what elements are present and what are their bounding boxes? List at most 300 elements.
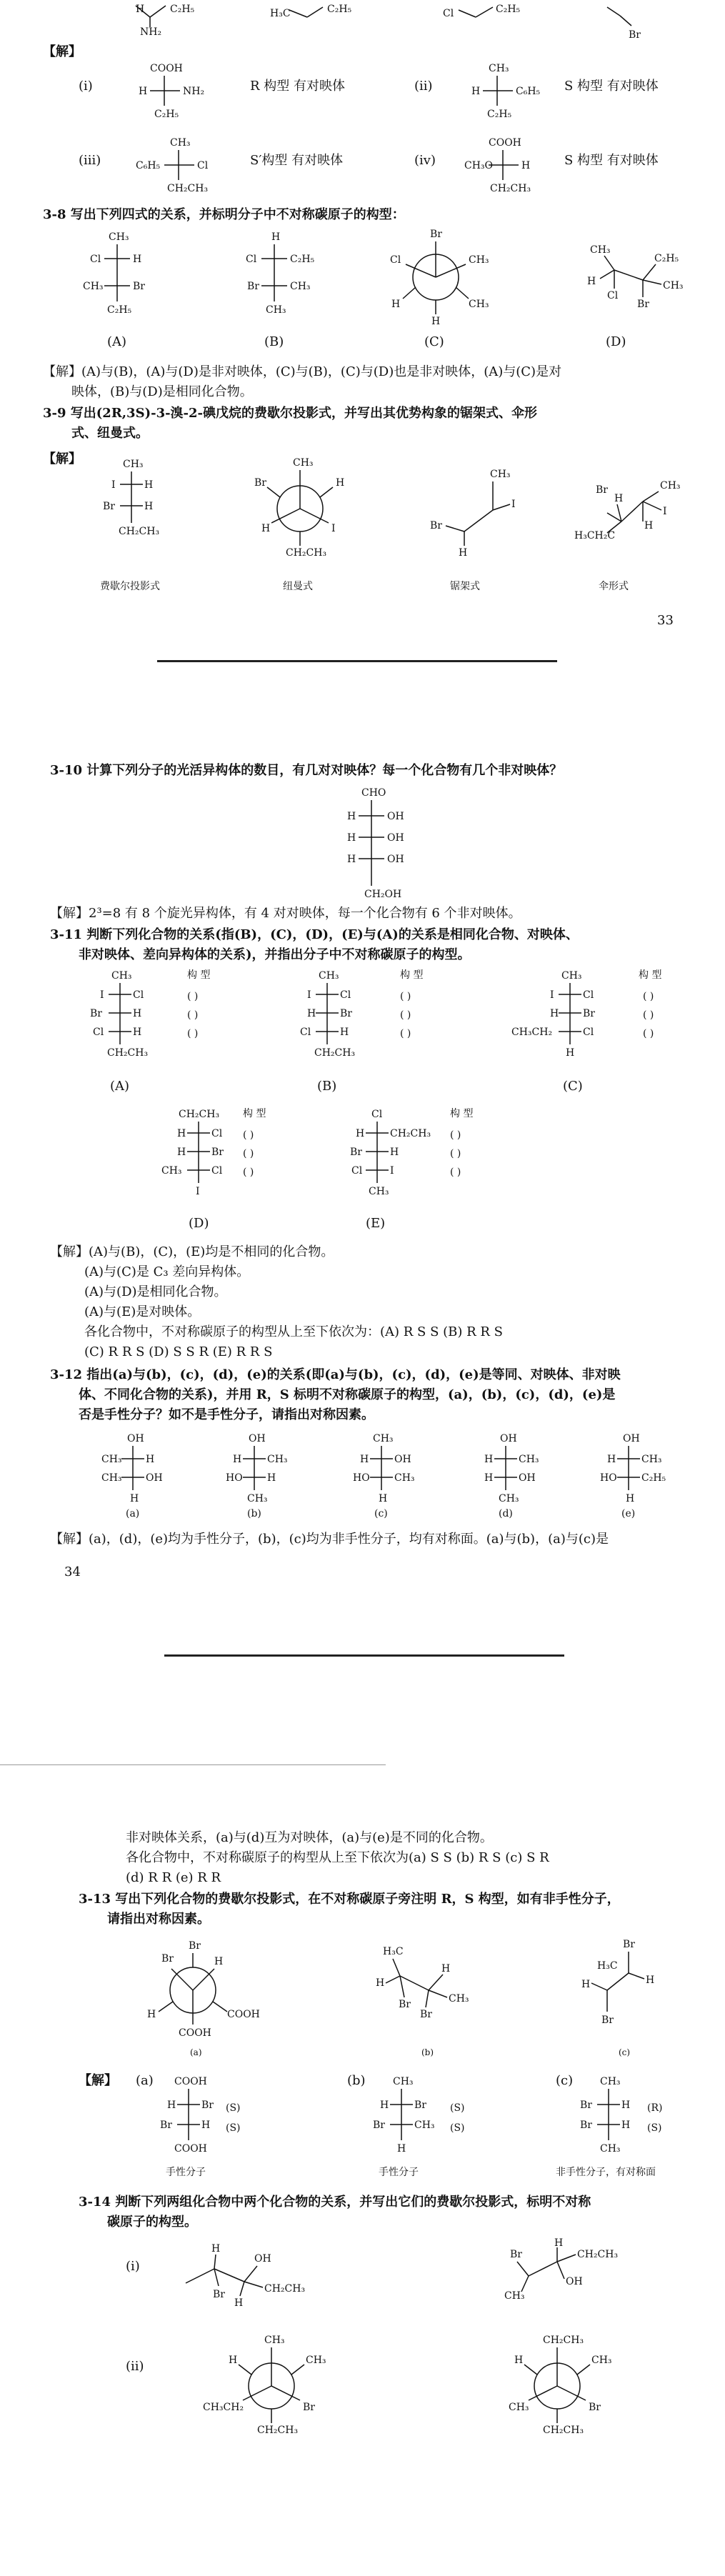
svg-text:H: H [147, 2009, 156, 2020]
q311-c-paren-1: ( ) [643, 991, 654, 1002]
svg-text:CH₃: CH₃ [247, 1493, 268, 1504]
q311-a-paren-1: ( ) [187, 991, 199, 1002]
svg-text:H: H [360, 1454, 369, 1465]
svg-text:I: I [390, 1165, 394, 1177]
q312-answer: 【解】(a)，(d)，(e)均为手性分子，(b)，(c)均为非手性分子，均有对称面。(a)与(b)，(a)与(c)是 [50, 1532, 609, 1547]
svg-text:H: H [376, 1977, 385, 1989]
q311-label-d: (D) [189, 1216, 209, 1231]
svg-text:CH₃: CH₃ [123, 459, 144, 470]
svg-text:CH₂CH₃: CH₂CH₃ [543, 2425, 584, 2436]
svg-text:CH₃: CH₃ [499, 1493, 519, 1504]
q39-caption-newman: 纽曼式 [283, 581, 313, 592]
svg-text:H: H [340, 1027, 349, 1038]
svg-text:H: H [550, 1008, 559, 1019]
svg-text:CH₃: CH₃ [663, 280, 684, 291]
q311-label-b: (B) [317, 1079, 337, 1094]
svg-text:H: H [229, 2355, 238, 2366]
q313-label-a: (a) [190, 2047, 202, 2057]
svg-text:H: H [484, 1472, 494, 1484]
q311-answer-6: (C) R R S (D) S S R (E) R R S [84, 1344, 273, 1359]
svg-text:H: H [626, 1493, 635, 1504]
q311-a-paren-3: ( ) [187, 1028, 199, 1039]
svg-text:H: H [214, 1956, 224, 1967]
svg-text:Br: Br [247, 281, 259, 292]
item-iv-result: S 构型 有对映体 [564, 153, 659, 168]
svg-text:H: H [177, 1128, 186, 1139]
q312-label-a: (a) [126, 1508, 140, 1519]
svg-text:COOH: COOH [174, 2143, 207, 2155]
q38-answer-line1: 【解】(A)与(B)，(A)与(D)是非对映体，(C)与(B)，(C)与(D)也是非对映体，(A)与(C)是对 [43, 364, 562, 379]
svg-text:H: H [514, 2355, 524, 2366]
q312-cont-1: 非对映体关系，(a)与(d)互为对映体，(a)与(e)是不同的化合物。 [126, 1830, 493, 1845]
fischer-iii [107, 134, 236, 199]
q311-d-paren-3: ( ) [243, 1167, 254, 1178]
svg-text:Cl: Cl [583, 989, 594, 1001]
question-3-11-line2: 非对映体、差向异构体的关系)，并指出分子中不对称碳原子的构型。 [79, 947, 471, 962]
svg-text:Cl: Cl [371, 1109, 383, 1120]
top-label-cl: Cl [443, 8, 454, 19]
q310-answer: 【解】2³=8 有 8 个旋光异构体，有 4 对对映体，每一个化合物有 6 个非对映体。 [50, 906, 521, 921]
q311-answer-4: (A)与(E)是对映体。 [84, 1304, 201, 1319]
svg-text:Br: Br [201, 2100, 214, 2111]
q313-caption-b: 手性分子 [379, 2167, 419, 2178]
svg-text:CH₃O: CH₃O [464, 160, 494, 171]
question-3-10: 3-10 计算下列分子的光活异构体的数目，有几对对映体？每一个化合物有几个非对映体？ [50, 763, 563, 778]
svg-text:Br: Br [399, 1999, 411, 2010]
svg-text:H: H [133, 1027, 142, 1038]
svg-text:H: H [431, 316, 441, 327]
svg-text:Br: Br [213, 2289, 225, 2300]
fischer-oh2: OH [387, 832, 404, 844]
svg-text:H: H [167, 2100, 176, 2111]
q314-ii-structures [157, 2336, 700, 2443]
q313-c-config-1: (R) [647, 2102, 663, 2114]
svg-text:CH₃: CH₃ [266, 304, 286, 316]
svg-text:Br: Br [430, 520, 442, 531]
svg-text:Br: Br [420, 2009, 432, 2020]
svg-text:COOH: COOH [174, 2076, 207, 2087]
svg-text:CH₃: CH₃ [504, 2290, 525, 2302]
q313-a-config-1: (S) [226, 2102, 241, 2114]
q311-answer-1: 【解】(A)与(B)，(C)，(E)均是不相同的化合物。 [50, 1244, 334, 1259]
svg-text:H: H [144, 479, 154, 491]
q311-config-header-b: 构 型 [400, 969, 424, 981]
svg-text:CH₃: CH₃ [469, 299, 489, 310]
q313-answer-label: 【解】 [79, 2073, 117, 2088]
svg-text:CH₃: CH₃ [170, 137, 191, 149]
svg-text:Cl: Cl [340, 989, 351, 1001]
svg-text:H: H [391, 299, 401, 310]
q311-row2 [143, 1107, 643, 1214]
svg-text:Br: Br [583, 1008, 595, 1019]
svg-text:CH₃: CH₃ [641, 1454, 662, 1465]
svg-text:CH₃: CH₃ [111, 970, 132, 982]
q314-item-i: (i) [126, 2259, 140, 2274]
page-3 [0, 1786, 725, 2576]
question-3-8: 3-8 写出下列四式的关系，并标明分子中不对称碳原子的构型： [43, 207, 405, 222]
svg-text:CH₃: CH₃ [373, 1433, 394, 1444]
q39-caption-sawhorse: 锯架式 [450, 581, 480, 592]
svg-text:H: H [130, 1493, 139, 1504]
svg-text:Br: Br [211, 1147, 224, 1158]
svg-text:CH₃: CH₃ [83, 281, 104, 292]
svg-text:CH₂CH₃: CH₂CH₃ [577, 2249, 619, 2260]
svg-text:H: H [201, 2120, 211, 2131]
svg-text:CH₃: CH₃ [306, 2355, 326, 2366]
svg-text:Cl: Cl [583, 1027, 594, 1038]
svg-text:Cl: Cl [211, 1165, 223, 1177]
q314-i-structures [157, 2237, 700, 2319]
svg-text:H: H [521, 160, 531, 171]
q312-label-c: (c) [374, 1508, 388, 1519]
q312-label-e: (e) [621, 1508, 636, 1519]
q311-label-a: (A) [110, 1079, 130, 1094]
svg-text:C₂H₅: C₂H₅ [641, 1472, 666, 1484]
svg-text:OH: OH [566, 2276, 583, 2287]
svg-text:H₃CH₂C: H₃CH₂C [574, 530, 616, 541]
top-label-c2h5-c: C₂H₅ [496, 4, 521, 15]
top-label-c2h5-a: C₂H₅ [170, 4, 195, 15]
svg-text:Br: Br [601, 2015, 614, 2026]
svg-text:CH₃: CH₃ [293, 457, 314, 469]
q311-answer-5: 各化合物中，不对称碳原子的构型从上至下依次为：(A) R S S (B) R R S [84, 1324, 504, 1339]
page-divider-2 [164, 1654, 564, 1657]
fischer-cho: CHO [361, 787, 386, 799]
svg-text:C₂H₅: C₂H₅ [654, 253, 679, 264]
svg-text:OH: OH [146, 1472, 163, 1484]
svg-text:Cl: Cl [351, 1165, 363, 1177]
fischer-ii [443, 60, 557, 124]
item-iv-label: (iv) [414, 153, 436, 168]
svg-text:Br: Br [350, 1147, 362, 1158]
q313-answer-a-label: (a) [136, 2073, 154, 2088]
svg-text:H₃C: H₃C [597, 1960, 618, 1972]
page-1 [0, 0, 725, 672]
svg-text:CH₃CH₂: CH₃CH₂ [511, 1027, 553, 1038]
svg-text:H: H [614, 493, 624, 504]
q313-structures [107, 1933, 721, 2055]
page-number-33: 33 [657, 613, 674, 628]
question-3-12-line1: 3-12 指出(a)与(b)，(c)，(d)，(e)的关系(即(a)与(b)，(c)，(d)，(e)是等同、对映体、非对映 [50, 1367, 621, 1382]
fischer-oh1: OH [387, 811, 404, 822]
item-ii-label: (ii) [414, 79, 433, 94]
page-3-top-rule [0, 1764, 386, 1765]
svg-text:CH₃: CH₃ [509, 2402, 529, 2413]
svg-text:CH₃: CH₃ [290, 281, 311, 292]
question-3-9-line1: 3-9 写出(2R,3S)-3-溴-2-碘戊烷的费歇尔投影式，并写出其优势构象的锯架式、伞形 [43, 406, 538, 421]
top-label-h3c: H₃C [270, 8, 291, 19]
q313-answer-fischers [107, 2075, 721, 2175]
q311-b-paren-1: ( ) [400, 991, 411, 1002]
svg-text:CH₃: CH₃ [161, 1165, 182, 1177]
svg-text:CH₃: CH₃ [101, 1472, 122, 1484]
q39-answer-label: 【解】 [43, 451, 81, 466]
q311-e-paren-2: ( ) [450, 1148, 461, 1159]
svg-text:Br: Br [596, 484, 608, 496]
q39-structures [64, 457, 693, 571]
svg-text:H: H [646, 1975, 655, 1986]
item-iii-result: S′构型 有对映体 [250, 153, 344, 168]
svg-text:Br: Br [189, 1940, 201, 1952]
svg-text:COOH: COOH [150, 63, 183, 74]
question-3-14-line2: 碳原子的构型。 [107, 2215, 197, 2230]
q310-fischer [314, 786, 457, 914]
svg-text:CH₃: CH₃ [561, 970, 582, 982]
q313-label-b: (b) [421, 2047, 434, 2057]
q38-label-b: (B) [264, 334, 284, 349]
svg-text:CH₃: CH₃ [109, 231, 129, 243]
svg-text:Cl: Cl [246, 254, 257, 265]
svg-text:COOH: COOH [227, 2009, 260, 2020]
svg-text:CH₂CH₃: CH₂CH₃ [286, 547, 327, 559]
svg-text:C₂H₅: C₂H₅ [487, 109, 512, 120]
q313-a-config-2: (S) [226, 2122, 241, 2134]
top-label-h: H [136, 4, 145, 15]
q312-cont-2: 各化合物中，不对称碳原子的构型从上至下依次为(a) S S (b) R S (c) S R [126, 1850, 549, 1865]
svg-text:Br: Br [160, 2120, 172, 2131]
svg-text:Cl: Cl [211, 1128, 223, 1139]
svg-text:I: I [331, 523, 336, 534]
q313-answer-c-label: (c) [556, 2073, 574, 2088]
q311-e-paren-3: ( ) [450, 1167, 461, 1178]
q311-c-paren-2: ( ) [643, 1009, 654, 1021]
svg-text:Cl: Cl [93, 1027, 104, 1038]
svg-text:Cl: Cl [197, 160, 209, 171]
svg-text:H: H [441, 1963, 451, 1975]
svg-text:CH₃: CH₃ [449, 1993, 469, 2005]
svg-text:CH₂CH₃: CH₂CH₃ [314, 1047, 356, 1059]
svg-text:CH₂CH₃: CH₂CH₃ [179, 1109, 220, 1120]
item-iii-label: (iii) [79, 153, 101, 168]
q38-structures [50, 227, 707, 341]
svg-text:Br: Br [580, 2100, 592, 2111]
svg-text:CH₃: CH₃ [393, 2076, 414, 2087]
svg-text:OH: OH [127, 1433, 144, 1444]
svg-text:C₆H₅: C₆H₅ [136, 160, 161, 171]
q313-c-config-2: (S) [647, 2122, 662, 2134]
svg-text:H₃C: H₃C [383, 1946, 404, 1957]
svg-text:H: H [397, 2143, 406, 2155]
question-3-12-line3: 否是手性分子？如不是手性分子，请指出对称因素。 [79, 1407, 374, 1422]
svg-text:Br: Br [589, 2402, 601, 2413]
svg-text:Br: Br [340, 1008, 352, 1019]
q314-item-ii: (ii) [126, 2359, 144, 2374]
q311-a-paren-2: ( ) [187, 1009, 199, 1021]
svg-text:C₆H₅: C₆H₅ [516, 86, 541, 97]
fischer-ch2oh: CH₂OH [364, 889, 402, 900]
svg-text:H: H [390, 1147, 399, 1158]
question-3-9-line2: 式、纽曼式。 [71, 426, 149, 441]
svg-text:H: H [459, 547, 468, 559]
item-i-label: (i) [79, 79, 93, 94]
q311-config-header-d: 构 型 [243, 1108, 266, 1119]
q311-config-header-c: 构 型 [639, 969, 662, 981]
svg-text:H: H [177, 1147, 186, 1158]
svg-text:H: H [484, 1454, 494, 1465]
svg-text:CH₃: CH₃ [660, 480, 681, 491]
q39-caption-wedge: 伞形式 [599, 581, 629, 592]
q313-b-config-1: (S) [450, 2102, 465, 2114]
svg-text:H: H [133, 1008, 142, 1019]
top-label-br: Br [629, 29, 641, 41]
svg-text:H: H [139, 86, 148, 97]
svg-text:OH: OH [500, 1433, 517, 1444]
svg-text:I: I [307, 989, 311, 1001]
question-3-11-line1: 3-11 判断下列化合物的关系(指(B)，(C)，(D)，(E)与(A)的关系是相同化合物、对映体、 [50, 927, 579, 942]
q311-d-paren-2: ( ) [243, 1148, 254, 1159]
question-3-12-line2: 体、不同化合物的关系)，并用 R，S 标明不对称碳原子的构型，(a)，(b)，(c)，(d)，(e)是 [79, 1387, 616, 1402]
svg-text:CH₃: CH₃ [414, 2120, 435, 2131]
svg-text:H: H [566, 1047, 575, 1059]
q313-caption-a: 手性分子 [166, 2167, 206, 2178]
q311-answer-3: (A)与(D)是相同化合物。 [84, 1284, 227, 1299]
svg-text:CH₂CH₃: CH₂CH₃ [264, 2283, 306, 2295]
svg-text:H: H [307, 1008, 316, 1019]
q313-label-c: (c) [619, 2047, 631, 2057]
svg-text:CH₃: CH₃ [489, 63, 509, 74]
svg-text:Br: Br [133, 281, 145, 292]
top-structures [0, 0, 725, 43]
top-label-c2h5-b: C₂H₅ [327, 4, 352, 15]
svg-text:I: I [511, 499, 516, 510]
svg-text:OH: OH [254, 2253, 271, 2265]
svg-text:C₂H₅: C₂H₅ [107, 304, 132, 316]
svg-text:CH₃: CH₃ [394, 1472, 415, 1484]
fischer-h2: H [347, 832, 356, 844]
svg-text:Br: Br [580, 2120, 592, 2131]
svg-text:H: H [267, 1472, 276, 1484]
svg-text:Br: Br [430, 229, 442, 240]
svg-text:Br: Br [510, 2249, 522, 2260]
fischer-i [107, 60, 221, 124]
svg-text:H: H [144, 501, 154, 512]
q311-b-paren-2: ( ) [400, 1009, 411, 1021]
svg-text:CH₂CH₃: CH₂CH₃ [107, 1047, 149, 1059]
q311-b-paren-3: ( ) [400, 1028, 411, 1039]
svg-text:Br: Br [637, 299, 649, 310]
svg-text:Br: Br [161, 1953, 174, 1965]
page-divider-1 [157, 660, 557, 662]
svg-text:Br: Br [414, 2100, 426, 2111]
q313-b-config-2: (S) [450, 2122, 465, 2134]
page-2 [0, 757, 725, 1743]
svg-text:CH₃: CH₃ [519, 1454, 539, 1465]
svg-text:Br: Br [90, 1008, 102, 1019]
svg-text:NH₂: NH₂ [183, 86, 205, 97]
svg-text:H: H [233, 1454, 242, 1465]
q38-label-d: (D) [606, 334, 626, 349]
fischer-h3: H [347, 854, 356, 865]
svg-text:Br: Br [623, 1939, 635, 1950]
q311-label-c: (C) [563, 1079, 583, 1094]
q312-label-b: (b) [247, 1508, 261, 1519]
svg-text:Cl: Cl [90, 254, 101, 265]
top-label-nh2: NH₂ [140, 26, 162, 38]
svg-text:C₂H₅: C₂H₅ [290, 254, 315, 265]
svg-text:H: H [621, 2100, 631, 2111]
svg-text:Cl: Cl [390, 254, 401, 266]
q313-caption-c: 非手性分子，有对称面 [556, 2167, 656, 2178]
fischer-h1: H [347, 811, 356, 822]
q311-label-e: (E) [366, 1216, 386, 1231]
svg-text:COOH: COOH [489, 137, 521, 149]
svg-text:I: I [100, 989, 104, 1001]
svg-text:H: H [146, 1454, 155, 1465]
q311-config-header-e: 构 型 [450, 1108, 474, 1119]
question-3-13-line2: 请指出对称因素。 [107, 1912, 210, 1927]
svg-text:CH₂CH₃: CH₂CH₃ [119, 526, 160, 537]
svg-text:OH: OH [519, 1472, 536, 1484]
q39-caption-fischer: 费歇尔投影式 [100, 581, 160, 592]
svg-text:I: I [550, 989, 554, 1001]
svg-text:CH₂CH₃: CH₂CH₃ [543, 2335, 584, 2346]
svg-text:CH₃: CH₃ [319, 970, 339, 982]
question-3-14-line1: 3-14 判断下列两组化合物中两个化合物的关系，并写出它们的费歇尔投影式，标明不对称 [79, 2195, 591, 2210]
svg-text:CH₃: CH₃ [267, 1454, 288, 1465]
svg-text:H: H [607, 1454, 616, 1465]
svg-text:CH₃: CH₃ [591, 2355, 612, 2366]
svg-text:CH₂CH₃: CH₂CH₃ [167, 183, 209, 194]
svg-text:Br: Br [254, 477, 266, 489]
svg-text:Br: Br [103, 501, 115, 512]
svg-text:CH₃: CH₃ [369, 1186, 389, 1197]
svg-text:H: H [133, 254, 142, 265]
svg-text:I: I [196, 1186, 200, 1197]
svg-text:I: I [663, 506, 667, 517]
q38-label-c: (C) [424, 334, 444, 349]
svg-text:CH₃: CH₃ [101, 1454, 122, 1465]
item-i-result: R 构型 有对映体 [250, 79, 345, 94]
svg-text:CH₃: CH₃ [600, 2076, 621, 2087]
svg-text:H: H [261, 523, 271, 534]
q311-row1 [64, 969, 721, 1076]
q313-answer-b-label: (b) [347, 2073, 366, 2088]
question-3-13-line1: 3-13 写出下列化合物的费歇尔投影式，在不对称碳原子旁注明 R，S 构型，如有非手性分子， [79, 1892, 620, 1907]
svg-text:CH₂CH₃: CH₂CH₃ [490, 183, 531, 194]
svg-text:HO: HO [226, 1472, 243, 1484]
q311-answer-2: (A)与(C)是 C₃ 差向异构体。 [84, 1264, 250, 1279]
q38-answer-line2: 映体，(B)与(D)是相同化合物。 [71, 384, 253, 399]
svg-text:CH₃CH₂: CH₃CH₂ [203, 2402, 244, 2413]
item-ii-result: S 构型 有对映体 [564, 79, 659, 94]
svg-text:I: I [111, 479, 116, 491]
q38-label-a: (A) [107, 334, 127, 349]
svg-text:H: H [234, 2297, 244, 2309]
svg-text:CH₃: CH₃ [590, 244, 611, 256]
q312-cont-3: (d) R R (e) R R [126, 1870, 221, 1885]
fischer-oh3: OH [387, 854, 404, 865]
svg-text:Br: Br [373, 2120, 385, 2131]
q311-e-paren-1: ( ) [450, 1129, 461, 1141]
svg-text:H: H [356, 1128, 365, 1139]
svg-text:C₂H₅: C₂H₅ [154, 109, 179, 120]
svg-text:H: H [380, 2100, 389, 2111]
svg-text:OH: OH [249, 1433, 266, 1444]
svg-text:CH₃: CH₃ [469, 254, 489, 266]
svg-text:HO: HO [600, 1472, 617, 1484]
svg-text:CH₃: CH₃ [490, 469, 511, 480]
svg-text:CH₃: CH₃ [600, 2143, 621, 2155]
svg-text:OH: OH [623, 1433, 640, 1444]
fischer-iv [443, 134, 571, 199]
answer-label: 【解】 [43, 44, 81, 59]
svg-text:CH₂CH₃: CH₂CH₃ [257, 2425, 299, 2436]
svg-text:H: H [581, 1979, 591, 1990]
q311-config-header-a: 构 型 [187, 969, 211, 981]
svg-text:Cl: Cl [607, 290, 619, 301]
svg-text:COOH: COOH [179, 2027, 211, 2039]
svg-text:H: H [379, 1493, 388, 1504]
